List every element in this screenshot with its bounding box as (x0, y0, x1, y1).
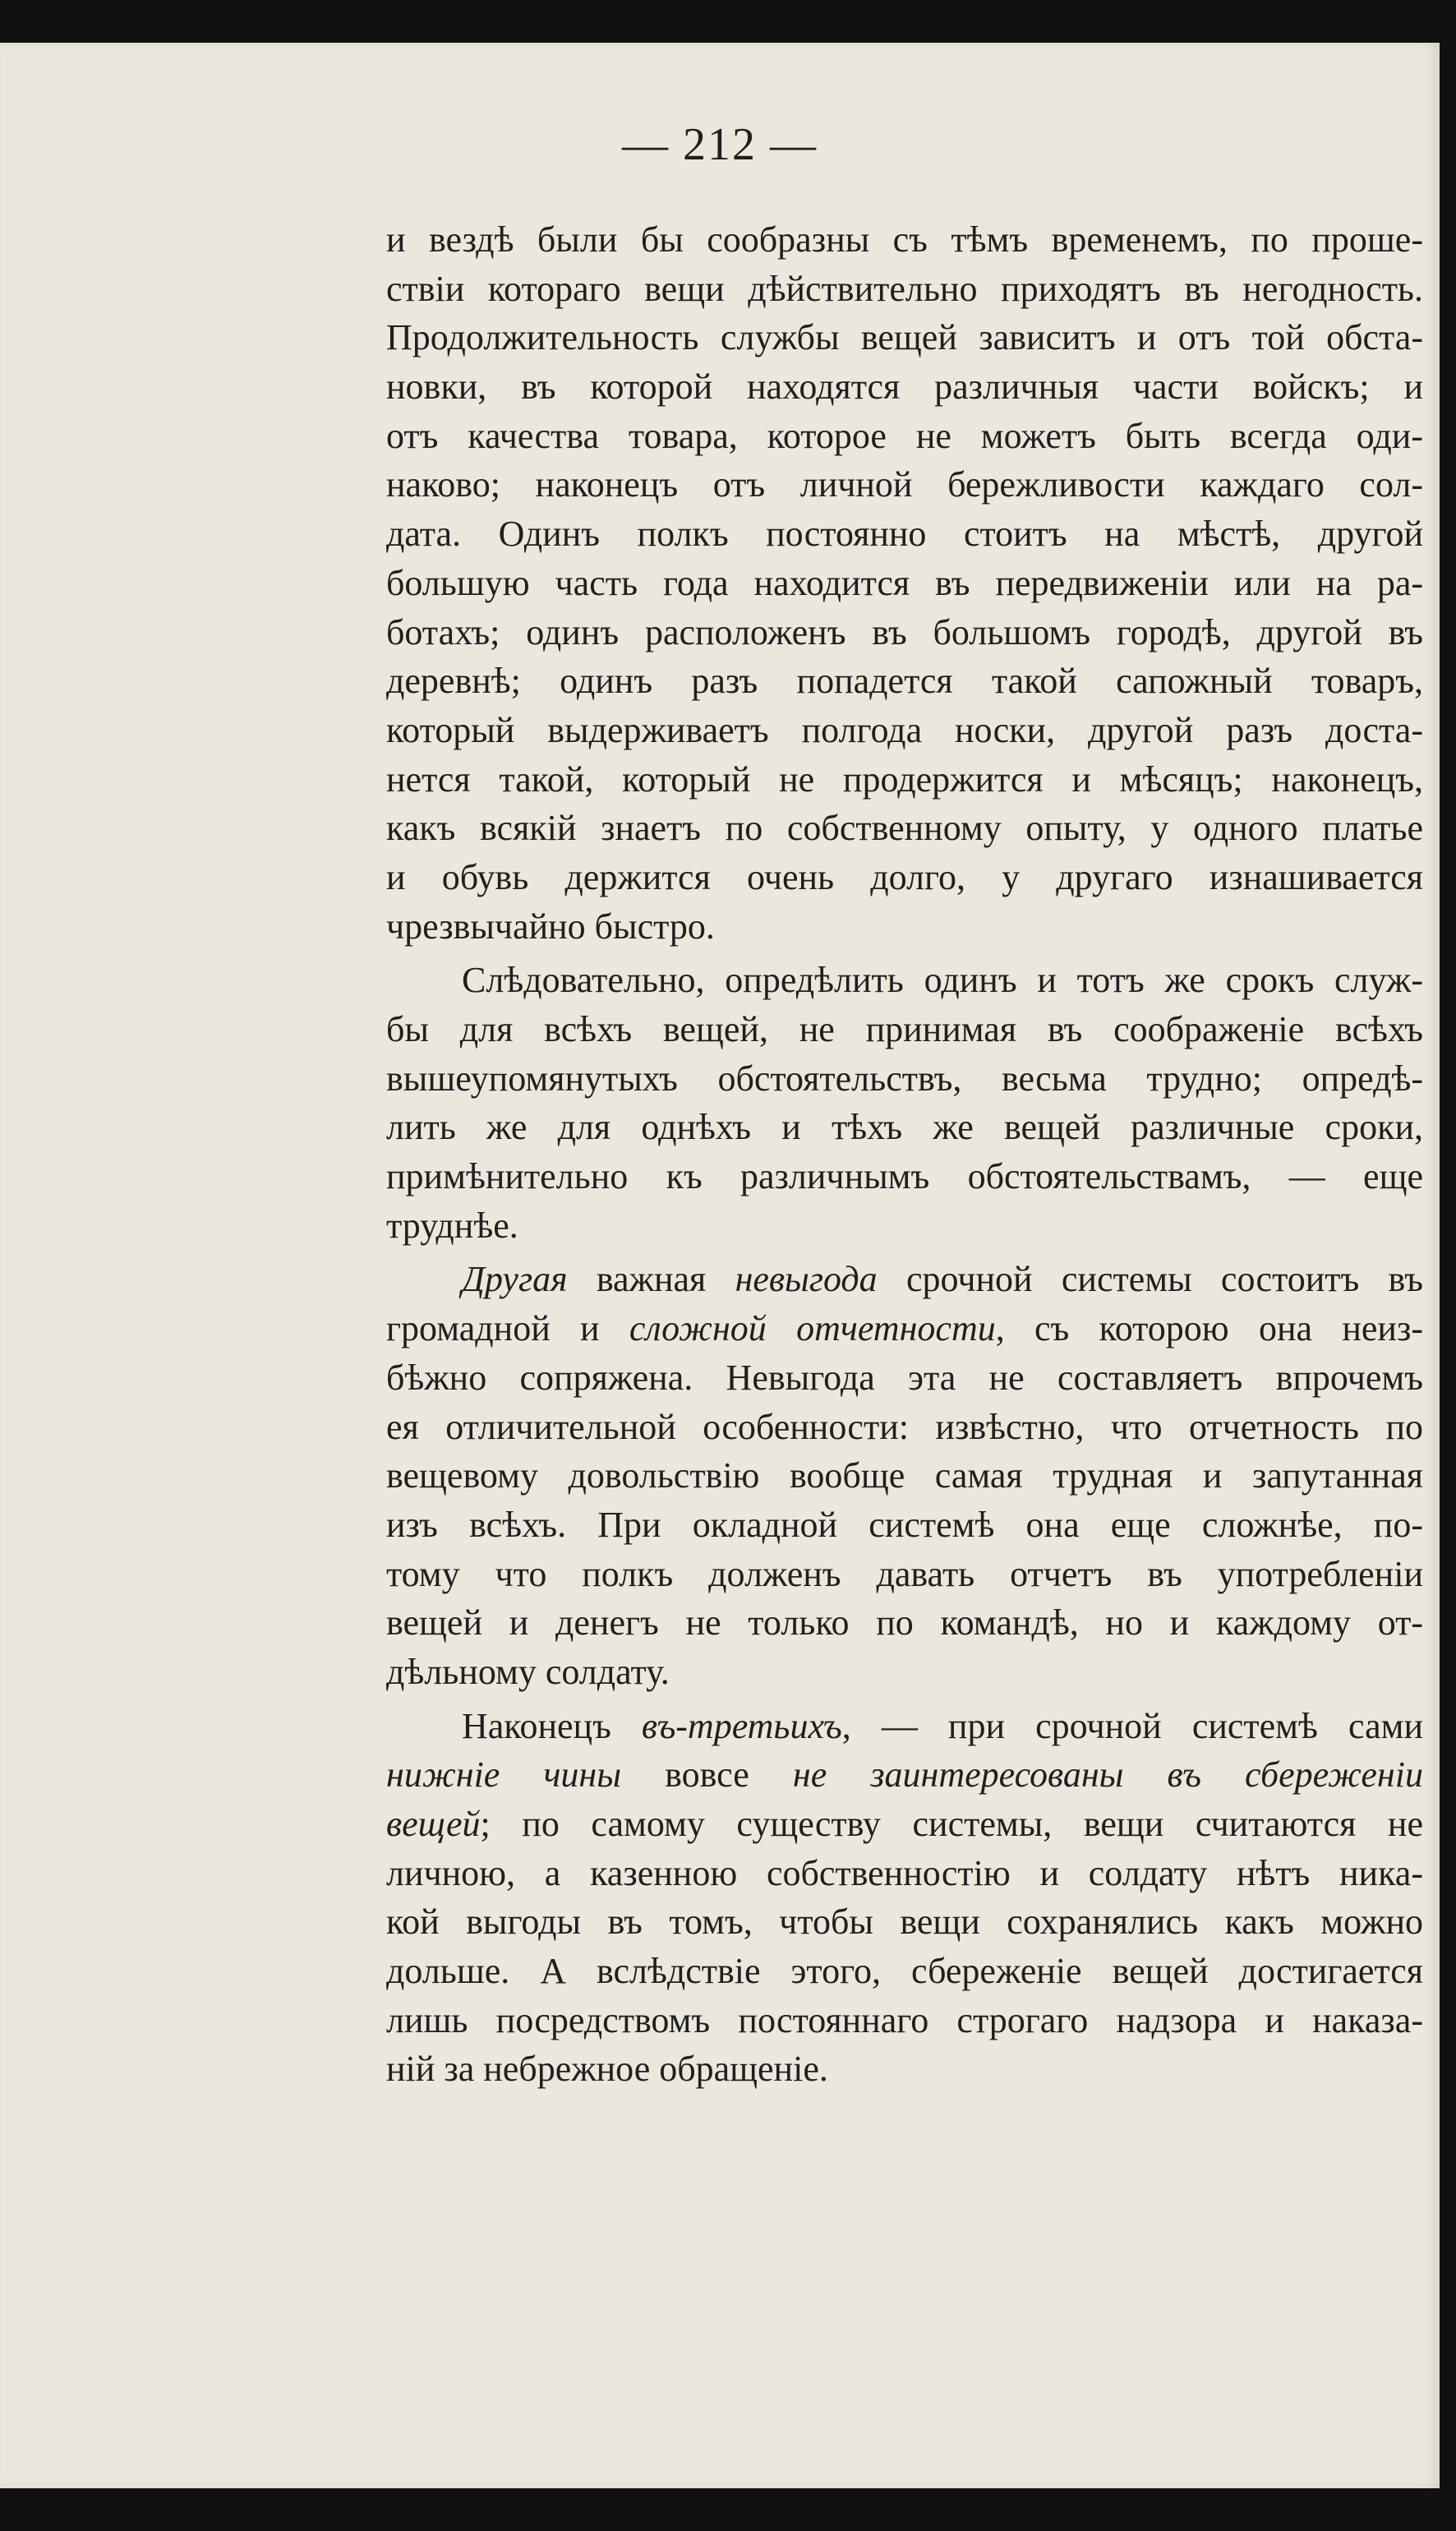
text-segment: вещевому довольствію вообще самая трудная и запутанная (386, 1455, 1423, 1496)
text-line (386, 559, 1423, 608)
text-segment: нется такой, который не продержится и мѣсяцъ; наконецъ, (386, 758, 1423, 800)
text-segment: важная (567, 1259, 735, 1300)
text-segment: бы для всѣхъ вещей, не принимая въ соображеніе всѣхъ (386, 1009, 1423, 1049)
text-line (386, 1103, 1423, 1152)
italic-text: нижніе чины (386, 1754, 622, 1796)
italic-text: Другая (462, 1259, 568, 1300)
text-line (386, 1005, 1423, 1054)
text-segment: деревнѣ; одинъ разъ попадется такой сапожный товаръ, (386, 661, 1423, 702)
text-line (386, 509, 1423, 559)
italic-text: вещей (386, 1804, 481, 1844)
text-line (386, 1152, 1423, 1201)
text-segment: ній за небрежное обращеніе. (386, 2049, 828, 2090)
text-segment: ея отличительной особенности: извѣстно, что отчетность по (386, 1406, 1423, 1447)
text-line (386, 902, 1423, 952)
text-segment: отъ качества товара, которое не можетъ быть всегда оди- (386, 415, 1423, 456)
book-page (0, 43, 1440, 2488)
text-line (386, 608, 1423, 657)
page-number: — 212 — (622, 119, 818, 170)
text-segment: наково; наконецъ отъ личной бережливости каждаго сол- (386, 464, 1423, 505)
italic-text: сложной отчетности (629, 1308, 996, 1349)
text-segment: вовсе (621, 1754, 793, 1796)
text-segment: ; по самому существу системы, вещи считаются не (480, 1804, 1423, 1844)
text-segment: вещей и денегъ не только по командѣ, но и каждому от- (386, 1602, 1423, 1644)
text-segment: ботахъ; одинъ расположенъ въ большомъ городѣ, другой въ (386, 611, 1423, 652)
text-line (386, 1255, 1423, 1304)
text-line (386, 1403, 1423, 1452)
text-line (386, 1598, 1423, 1648)
text-segment: кой выгоды въ томъ, чтобы вещи сохранялись какъ можно (386, 1902, 1423, 1943)
text-segment: личною, а казенною собственностію и солдату нѣтъ ника- (386, 1852, 1423, 1893)
italic-text: невыгода (735, 1259, 878, 1300)
text-segment: срочной системы состоитъ въ (877, 1259, 1423, 1300)
text-segment: и вездѣ были бы сообразны съ тѣмъ временемъ, по проше- (386, 219, 1423, 260)
text-segment: примѣнительно къ различнымъ обстоятельствамъ, — еще (386, 1156, 1423, 1197)
text-line (386, 1451, 1423, 1501)
text-segment: , — при срочной системѣ сами (841, 1705, 1423, 1746)
text-segment: ствіи котораго вещи дѣйствительно приходятъ въ негодность. (386, 268, 1423, 309)
text-line (386, 853, 1423, 902)
text-segment: какъ всякій знаетъ по собственному опыту, у одного платье (386, 808, 1423, 849)
text-line (386, 1702, 1423, 1751)
paragraph (386, 215, 1423, 951)
text-segment: , съ которою она неиз- (995, 1308, 1423, 1349)
text-line (386, 804, 1423, 853)
body-text (386, 215, 1423, 2099)
text-line (386, 1550, 1423, 1599)
text-segment: новки, въ которой находятся различныя части войскъ; и (386, 367, 1423, 408)
text-segment: дольше. А вслѣдствіе этого, сбереженіе вещей достигается (386, 1951, 1423, 1992)
text-segment: громадной и (386, 1308, 629, 1349)
text-line (386, 1750, 1423, 1800)
text-line (386, 412, 1423, 461)
text-line (386, 1353, 1423, 1403)
text-line (386, 313, 1423, 362)
text-segment: вышеупомянутыхъ обстоятельствъ, весьма трудно; опредѣ- (386, 1058, 1423, 1099)
italic-text: въ-третьихъ (641, 1705, 842, 1746)
text-segment: лишь посредствомъ постояннаго строгаго надзора и наказа- (386, 1999, 1423, 2040)
text-line (386, 1947, 1423, 1996)
text-segment: изъ всѣхъ. При окладной системѣ она еще сложнѣе, по- (386, 1504, 1423, 1545)
text-line (386, 1996, 1423, 2045)
text-line (386, 1201, 1423, 1251)
text-line (386, 1501, 1423, 1550)
text-line (386, 1849, 1423, 1898)
text-segment: который выдерживаетъ полгода носки, другой разъ доста- (386, 709, 1423, 750)
text-segment: чрезвычайно быстро. (386, 906, 715, 947)
paragraph (386, 1702, 1423, 2095)
text-line (386, 2045, 1423, 2094)
text-line (386, 1897, 1423, 1947)
text-segment: дѣльному солдату. (386, 1651, 670, 1692)
text-line (386, 706, 1423, 755)
italic-text: не заинтересованы въ сбереженіи (792, 1754, 1423, 1796)
text-line (386, 956, 1423, 1005)
paragraph (386, 956, 1423, 1250)
text-segment: тому что полкъ долженъ давать отчетъ въ употребленіи (386, 1553, 1423, 1594)
text-line (386, 755, 1423, 804)
text-line (386, 215, 1423, 265)
text-line (386, 657, 1423, 706)
text-segment: Наконецъ (462, 1705, 642, 1746)
text-segment: бѣжно сопряжена. Невыгода эта не составляетъ впрочемъ (386, 1357, 1423, 1398)
text-line (386, 1054, 1423, 1104)
paragraph (386, 1255, 1423, 1696)
text-line (386, 1648, 1423, 1697)
text-segment: Продолжительность службы вещей зависитъ и отъ той обста- (386, 317, 1423, 358)
text-line (386, 362, 1423, 412)
text-segment: дата. Одинъ полкъ постоянно стоитъ на мѣстѣ, другой (386, 514, 1423, 555)
text-line (386, 1304, 1423, 1353)
text-line (386, 265, 1423, 314)
text-segment: лить же для однѣхъ и тѣхъ же вещей различные сроки, (386, 1107, 1423, 1148)
text-line (386, 460, 1423, 509)
text-line (386, 1800, 1423, 1849)
text-segment: Слѣдовательно, опредѣлить одинъ и тотъ же срокъ служ- (462, 960, 1423, 1001)
text-segment: и обувь держится очень долго, у другаго изнашивается (386, 856, 1423, 897)
text-segment: труднѣе. (386, 1205, 518, 1246)
text-segment: большую часть года находится въ передвиженіи или на ра- (386, 562, 1423, 603)
